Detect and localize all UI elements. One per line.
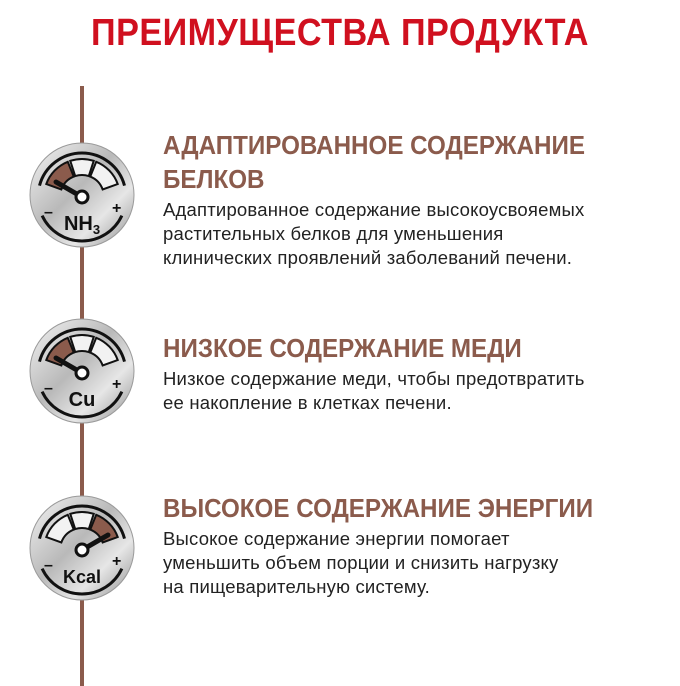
benefit-heading: ВЫСОКОЕ СОДЕРЖАНИЕ ЭНЕРГИИ — [163, 493, 594, 523]
svg-text:–: – — [44, 204, 53, 221]
svg-text:–: – — [44, 557, 53, 574]
text-line: клинических проявлений заболеваний печени. — [163, 247, 573, 268]
svg-text:–: – — [44, 380, 53, 397]
benefit-energy — [163, 491, 663, 599]
kcal-gauge-icon — [28, 494, 136, 602]
text-line: уменьшить объем порции и снизить нагрузку — [163, 552, 559, 573]
icon-label: Cu — [68, 389, 96, 411]
gauge-hub — [76, 367, 88, 379]
icon-label: $NH_3$ — [63, 213, 101, 237]
svg-text:+: + — [112, 200, 122, 217]
text-line: растительных белков для уменьшения — [163, 223, 504, 244]
benefit-copper — [163, 331, 663, 415]
benefit-text — [163, 527, 663, 599]
text-line: Высокое содержание энергии помогает — [163, 528, 510, 549]
cu-gauge-icon — [28, 317, 136, 425]
text-line: ее накопление в клетках печени. — [163, 392, 452, 413]
icon-label: Kcal — [62, 567, 102, 587]
benefit-heading: НИЗКОЕ СОДЕРЖАНИЕ МЕДИ — [163, 333, 522, 363]
gauge-hub — [76, 191, 88, 203]
benefit-text — [163, 198, 663, 270]
svg-text:+: + — [112, 553, 122, 570]
text-line: Низкое содержание меди, чтобы предотвратить — [163, 368, 585, 389]
benefit-text — [163, 367, 663, 415]
gauge-segment — [70, 512, 93, 529]
svg-text:+: + — [112, 376, 122, 393]
page-title: ПРЕИМУЩЕСТВА ПРОДУКТА — [91, 12, 589, 54]
text-line: на пищеварительную систему. — [163, 576, 430, 597]
text-line: Адаптированное содержание высокоусвояемых — [163, 199, 585, 220]
gauge-segment — [70, 159, 93, 176]
gauge-hub — [76, 544, 88, 556]
gauge-segment — [70, 335, 93, 352]
benefit-heading: АДАПТИРОВАННОЕ СОДЕРЖАНИЕ — [163, 130, 585, 160]
benefit-protein — [163, 128, 663, 270]
benefit-heading: БЕЛКОВ — [163, 164, 265, 194]
nh3-gauge-icon — [28, 141, 136, 249]
